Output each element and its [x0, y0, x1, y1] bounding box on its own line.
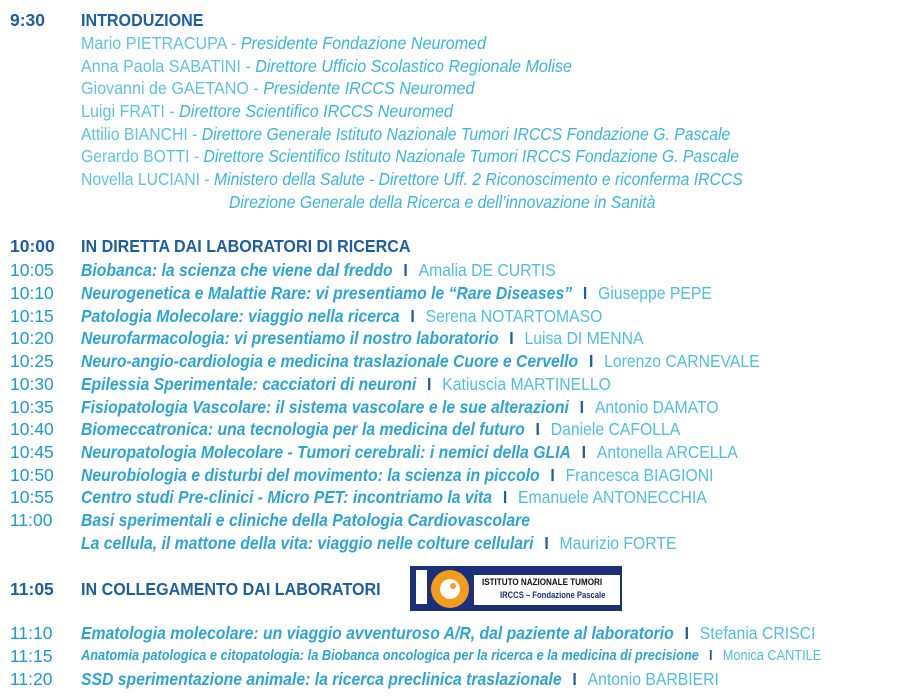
talk-row: Neuro-angio-cardiologia e medicina traslazionale Cuore e Cervello I Lorenzo CARNEVALE	[81, 351, 760, 371]
logo-title: ISTITUTO NAZIONALE TUMORI	[482, 577, 603, 588]
intro-role-continuation: Direzione Generale della Ricerca e dell’innovazione in Sanità	[229, 192, 656, 212]
talk-time: 10:45	[10, 442, 54, 462]
intro-speaker: Luigi FRATI - Direttore Scientifico IRCCS Neuromed	[81, 101, 453, 121]
talk-time: 11:20	[10, 669, 53, 689]
lab-heading: IN DIRETTA DAI LABORATORI DI RICERCA	[81, 236, 411, 256]
intro-speaker: Mario PIETRACUPA - Presidente Fondazione Neuromed	[81, 33, 487, 53]
talk-time: 10:10	[10, 283, 54, 303]
talk-row: Neurogenetica e Malattie Rare: vi presentiamo le “Rare Diseases” I Giuseppe PEPE	[81, 283, 712, 303]
lab-time: 10:00	[10, 236, 55, 256]
logo-subtitle: IRCCS – Fondazione Pascale	[500, 590, 606, 600]
talk-row: Epilessia Sperimentale: cacciatori di neuroni I Katiuscia MARTINELLO	[81, 374, 611, 394]
talk-time: 11:10	[10, 623, 53, 643]
link-heading: IN COLLEGAMENTO DAI LABORATORI	[81, 579, 381, 599]
istituto-tumori-logo	[410, 566, 623, 611]
talk-row: Biobanca: la scienza che viene dal freddo I Amalia DE CURTIS	[81, 260, 556, 280]
talk-row: Biomeccatronica: una tecnologia per la medicina del futuro I Daniele CAFOLLA	[81, 419, 681, 439]
talk-row: Neuropatologia Molecolare - Tumori cerebrali: i nemici della GLIA I Antonella ARCELLA	[81, 442, 738, 462]
talk-row: SSD sperimentazione animale: la ricerca preclinica traslazionale I Antonio BARBIERI	[81, 669, 719, 689]
talk-time: 10:05	[10, 260, 54, 280]
link-time: 11:05	[10, 579, 54, 599]
intro-speaker: Anna Paola SABATINI - Direttore Ufficio Scolastico Regionale Molise	[81, 56, 572, 76]
talk-time: 10:15	[10, 306, 54, 326]
talk-time: 11:00	[10, 510, 53, 530]
talk-row: Fisiopatologia Vascolare: il sistema vascolare e le sue alterazioni I Antonio DAMATO	[81, 397, 719, 417]
talk-time: 11:15	[10, 646, 53, 666]
talk-row: Neurofarmacologia: vi presentiamo il nostro laboratorio I Luisa DI MENNA	[81, 328, 644, 348]
talk-time: 10:40	[10, 419, 54, 439]
intro-speaker: Giovanni de GAETANO - Presidente IRCCS Neuromed	[81, 78, 475, 98]
talk-time: 10:20	[10, 328, 54, 348]
intro-heading: INTRODUZIONE	[81, 10, 204, 30]
intro-speaker: Gerardo BOTTI - Direttore Scientifico Istituto Nazionale Tumori IRCCS Fondazione G. Pascale	[81, 146, 739, 166]
talk-row: Anatomia patologica e citopatologia: la Biobanca oncologica per la ricerca e la medicina di precisione I Monica CANTILE	[81, 647, 822, 664]
intro-speaker: Attilio BIANCHI - Direttore Generale Istituto Nazionale Tumori IRCCS Fondazione G. Pascale	[81, 124, 731, 144]
talk-row: Basi sperimentali e cliniche della Patologia Cardiovascolare	[81, 510, 531, 530]
intro-speaker: Novella LUCIANI - Ministero della Salute - Direttore Uff. 2 Riconoscimento e riconferma IRCCS	[81, 169, 743, 189]
talk-row: Patologia Molecolare: viaggio nella ricerca I Serena NOTARTOMASO	[81, 306, 603, 326]
talk-row: Ematologia molecolare: un viaggio avventuroso A/R, dal paziente al laboratorio I Stefania CRISCI	[81, 623, 816, 643]
talk-time: 10:35	[10, 397, 54, 417]
talk-time: 10:55	[10, 487, 54, 507]
talk-row: La cellula, il mattone della vita: viaggio nelle colture cellulari I Maurizio FORTE	[81, 533, 677, 553]
talk-row: Neurobiologia e disturbi del movimento: la scienza in piccolo I Francesca BIAGIONI	[81, 465, 714, 485]
talk-row: Centro studi Pre-clinici - Micro PET: incontriamo la vita I Emanuele ANTONECCHIA	[81, 487, 707, 507]
talk-time: 10:25	[10, 351, 54, 371]
intro-time: 9:30	[10, 10, 46, 30]
talk-time: 10:30	[10, 374, 54, 394]
talk-time: 10:50	[10, 465, 54, 485]
